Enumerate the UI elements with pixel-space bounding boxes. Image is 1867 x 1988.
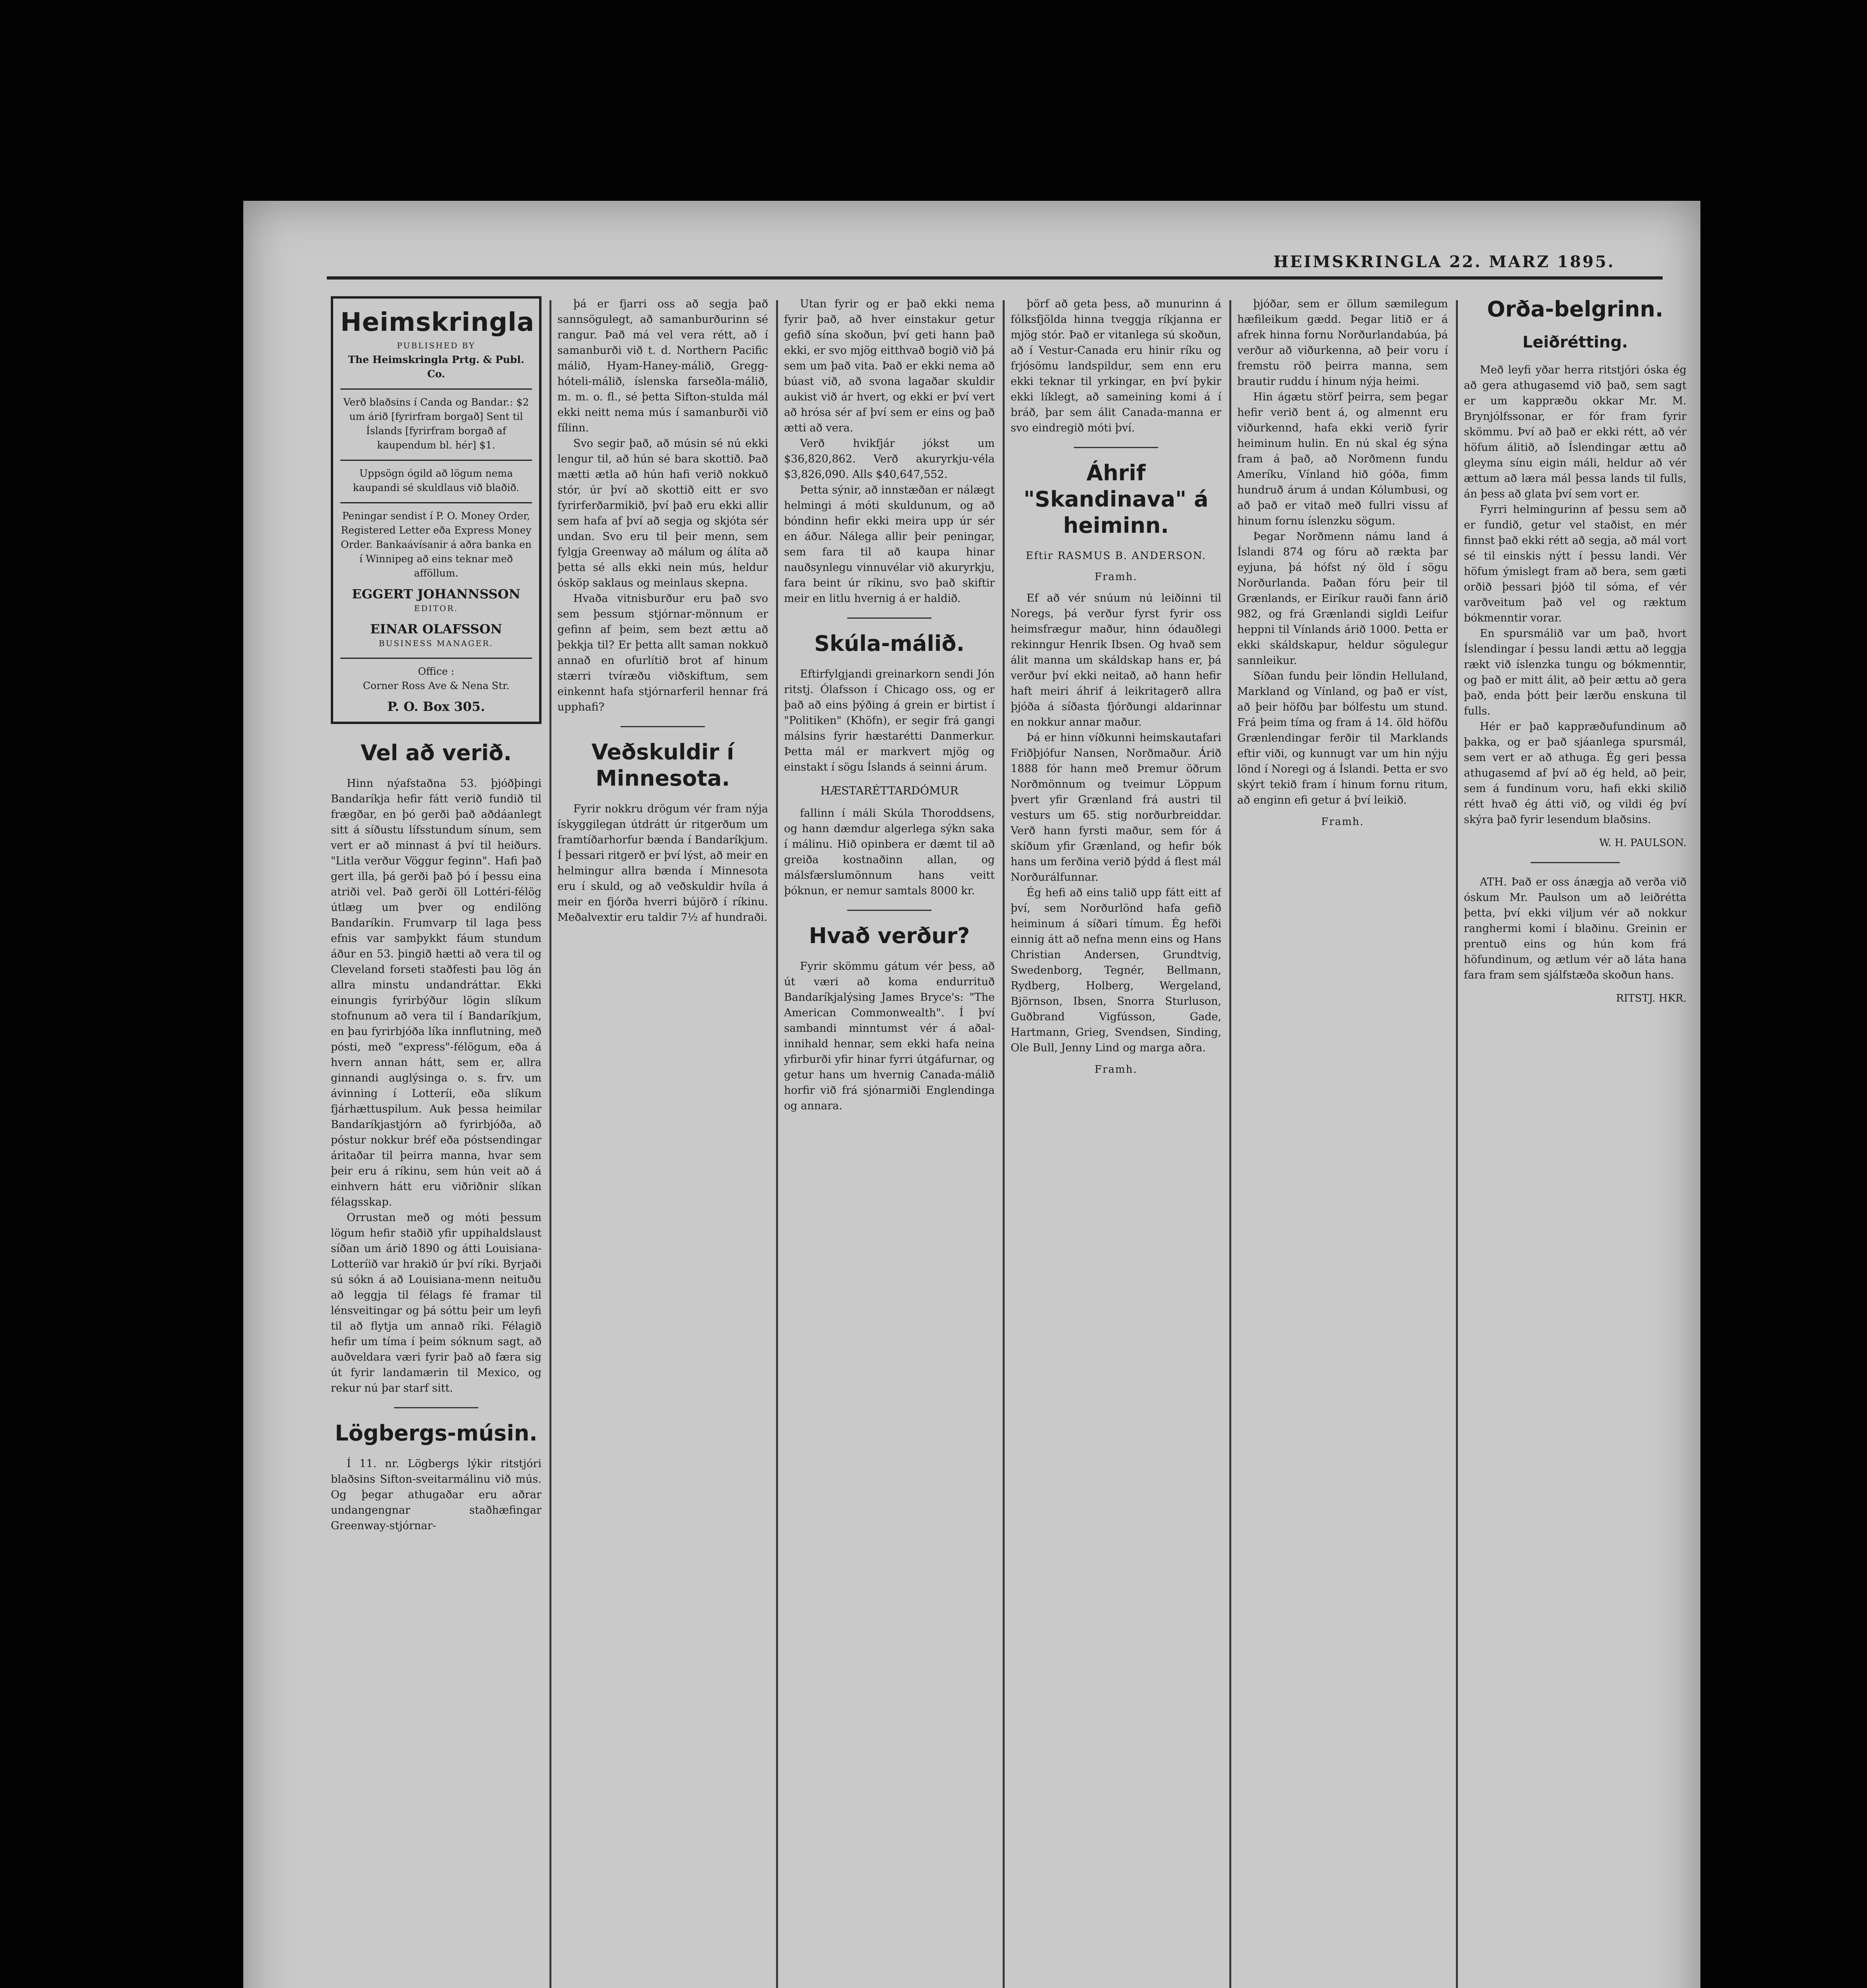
article-signature: W. H. PAULSON.: [1599, 837, 1687, 849]
column-rule: [776, 300, 778, 1988]
column-rule: [1003, 300, 1005, 1988]
divider: [621, 726, 705, 727]
masthead-manager-name: EINAR OLAFSSON: [370, 621, 502, 637]
masthead-editor-title: EDITOR.: [414, 604, 458, 613]
headline-vedskuldir: Veðskuldir í Minnesota.: [591, 740, 734, 791]
subhead-haestarettardomur: HÆSTARÉTTARDÓMUR: [820, 784, 959, 797]
headline-hvad-verdur: Hvað verður?: [809, 923, 970, 948]
article-text: Fyrir nokkru drögum vér fram nýja ískyggilegan útdrátt úr ritgerðum um framtíðarhorfur bænda í Bandaríkjum. Í þessari ritgerð er því lýst, að meir en helmingur allra bænda í Minnesota eru í skuld, og að veðskuldir hvíla á meir en fjórða hverri bújörð í ríkinu. Meðalvextir eru taldir 7½ af hundraði.: [557, 803, 768, 924]
divider: [1074, 447, 1158, 448]
article-text: Orrustan með og móti þessum lögum hefir staðið yfir uppihaldslaust síðan um árið 1890 og átti Louisiana-Lotteríið var hrakið úr því ríki. Byrjaði sú sókn á að Louisiana-menn neituðu að leggja til félags fé framar til lénsveitingar og þá sóttu þeir um leyfi til að flytja um annað ríki. Félagið hefir um tíma í þeim sóknum sagt, að auðveldara væri fyrir það að færa sig út fyrir landamærin til Mexico, og rekur nú þar starf sitt.: [331, 1211, 541, 1394]
article-text: Svo segir það, að músin sé nú ekki lengur til, að hún sé bara skottið. Það mætti ætla að hún hafi verið nokkuð stór, úr því að skottið eitt er svo fyrirferðarmikið, því það eru ekki allir sem hafa af því að segja og skjóta sér undan. Svo eru til þeir menn, sem fylgja Greenway að málum og álíta að þetta sé alls ekki nein mús, heldur ósköp saklaus og meinlaus skepna.: [557, 437, 768, 589]
column-rule: [549, 300, 551, 1988]
article-text: þörf að geta þess, að munurinn á fólksfjölda hinna tveggja ríkjanna er mjög stór. Það er vitanlega sú skoðun, að í Vestur-Canada eru hinir ríku og frjósömu landspildur, sem enn eru ekki teknar til yrkingar, en því þykir ekki líklegt, að sameining komi á í bráð, þar sem álit Canada-manna er svo eindregið móti því.: [1011, 298, 1221, 434]
article-text: Hér er það kappræðufundinum að þakka, og er það sjáanlega spursmál, sem vert er að athuga. Ég geri þessa athugasemd af því að ég held, að þeir, sem á fundinum voru, hafi ekki skilið rétt hvað ég átti við, og vildi ég því skýra það fyrir lesendum blaðsins.: [1464, 720, 1687, 826]
article-text: Hinn nýafstaðna 53. þjóðþingi Bandaríkja hefir fátt verið fundið til frægðar, en þó gerði það aðdáanlegt sitt á síðustu lífsstundum sínum, sem vert er að minnast á því til heiðurs. "Litla verður Vöggur feginn". Hafi það gert illa, þá gerði það þó í þessu eina atriði vel. Það gerði öll Lottéri-félög útlæg um þver og endilöng Bandaríkin. Frumvarp til laga þess efnis var samþykkt fáum stundum áður en 53. þingið hætti að vera til og Cleveland forseti staðfesti þau lög án allra minstu undandráttar. Ekki einungis fyrirbýður lögin slíkum stofnunum að vera til í Bandaríkjum, en þau fyrirbjóða líka innflutning, með pósti, með "express"-félögum, eða á hvern annan hátt, sem er, allra ginnandi auglýsinga o. s. frv. um ávinning í Lotteríi, eða slíkum fjárhættuspilum. Auk þessa heimilar Bandaríkjastjórn að fyrirbjóða, að póstur nokkur bréf eða póstsendingar áritaðar til þeirra manna, hvar sem þeir eru á ríkinu, sem hún veit að á einhvern hátt eru viðriðnir slíkan félagsskap.: [331, 777, 541, 1208]
headline-leidretting: Leiðrétting.: [1522, 333, 1628, 351]
masthead-manager-title: BUSINESS MANAGER.: [378, 639, 494, 648]
running-head: [327, 248, 1663, 280]
running-head-text: HEIMSKRINGLA 22. MARZ 1895.: [1273, 252, 1615, 271]
article-text: Verð hvikfjár jókst um $36,820,862. Verð akuryrkju-véla $3,826,090. Alls $40,647,552.: [784, 437, 995, 481]
divider: [847, 910, 932, 911]
headline-ahrif-skandinava: Áhrif "Skandinava" á heiminn.: [1023, 460, 1209, 538]
divider: [847, 617, 932, 619]
column-3: [784, 296, 995, 1988]
divider: [1531, 862, 1620, 863]
article-text: þá er fjarri oss að segja það sannsögulegt, að samanburðurinn sé rangur. Það má vel vera rétt, að í samanburði við t. d. Northern Pacific málið, Hyam-Haney-málið, Gregg-hóteli-málið, íslenska farseðla-málið, m. m. o. fl., sé þetta Sifton-stulda mál ekki neitt nema mús í samanburði við fílinn.: [557, 298, 768, 434]
masthead-box: [331, 296, 541, 724]
masthead-publisher: The Heimskringla Prtg. & Publ. Co.: [348, 354, 524, 380]
article-text: Hvaða vitnisburður eru það svo sem þessum stjórnar-mönnum er gefinn af þeim, sem bezt ættu að þekkja til? Er þetta allt saman nokkuð annað en ofurlítið brot af hinum stærri tvíræðu viðskiftum, sem einkennt hafa stjórnarferil hennar frá upphafi?: [557, 592, 768, 713]
article-text: Þetta sýnir, að innstæðan er nálægt helmingi á móti skuldunum, og að bóndinn hefir ekki meira upp úr sér en áður. Nálega allir þeir peningar, sem fara til að kaupa hinar nauðsynlegu vinnuvélar við akuryrkju, fara beint úr ríkinu, svo það skiftir meir en litlu hvernig á er haldið.: [784, 484, 995, 605]
masthead-published-by: PUBLISHED BY: [397, 341, 475, 350]
article-text: Eftirfylgjandi greinarkorn sendi Jón ritstj. Ólafsson í Chicago oss, og er það að eins þýðing á grein er birtist í "Politiken" (Khöfn), er segir frá gangi málsins fyrir hæstarétti Danmerkur. Þetta mál er markvert mjög og einstakt í sögu Íslands á seinni árum.: [784, 668, 995, 773]
masthead-office-address: Corner Ross Ave & Nena Str.: [363, 680, 510, 691]
masthead-office-label: Office :: [340, 658, 532, 679]
article-text: fallinn í máli Skúla Thoroddsens, og hann dæmdur algerlega sýkn saka í málinu. Hið opinbera er dæmt til að greiða kostnaðinn allan, og málsfærslumönnum hans veitt þóknun, er nemur samtals 8000 kr.: [784, 807, 995, 897]
article-continued: Framh.: [1095, 571, 1137, 583]
article-text: Fyrir skömmu gátum vér þess, að út væri að koma endurrituð Bandaríkjalýsing James Bryce's: "The American Commonwealth". Í því sambandi minntumst vér á aðal-innihald hennar, sem ekki hafa neina yfirburði yfir hinar fyrri útgáfurnar, og getur hans um hvernig Canada-málið horfir við frá sjónarmiði Englendinga og annara.: [784, 960, 995, 1112]
article-text: Síðan fundu þeir löndin Helluland, Markland og Vínland, og það er víst, að þeir höfðu þar bólfestu um stund. Frá þeim tíma og fram á 14. öld höfðu Grænlendingar ferðir til Marklands eftir viði, og kunnugt var um hin nýju lönd í Noregi og á Íslandi. Þetta er svo skýrt tekið fram í hinum fornu ritum, að enginn efi getur á því leikið.: [1237, 670, 1448, 806]
masthead-po-box: P. O. Box 305.: [387, 699, 485, 714]
article-text: Ég hefi að eins talið upp fátt eitt af því, sem Norðurlönd hafa gefið heiminum á síðari tímum. Ég hefði einnig átt að nefna menn eins og Hans Christian Andersen, Grundtvig, Swedenborg, Tegnér, Bellmann, Rydberg, Holberg, Wergeland, Björnson, Ibsen, Snorra Sturluson, Guðbrand Vigfússon, Gade, Hartmann, Grieg, Svendsen, Sinding, Ole Bull, Jenny Lind og marga aðra.: [1011, 887, 1221, 1054]
headline-logbergs-musin: Lögbergs-músin.: [335, 1421, 538, 1446]
article-text: þjóðar, sem er öllum sæmilegum hæfileikum gædd. Þegar litið er á afrek hinna fornu Norðurlandabúa, þá verður að viðurkenna, að þeir voru í fremstu röð þeirra manna, sem brautir ruddu í hinum nýja heimi.: [1237, 298, 1448, 388]
article-text: Þegar Norðmenn námu land á Íslandi 874 og fóru að rækta þar eyjuna, þá hófst ný öld í sögu Norðurlanda. Þaðan fóru þeir til Grænlands, er Eiríkur rauði fann árið 982, og frá Grænlandi sigldi Leifur heppni til Vínlands árið 1000. Þetta er ekki skáldskapur, heldur sögulegur sannleikur.: [1237, 530, 1448, 667]
column-2: [557, 296, 768, 1988]
headline-orda-belgrinn: Orða-belgrinn.: [1487, 297, 1663, 322]
headline-vel-ad-verid: Vel að verið.: [361, 740, 512, 765]
article-text: Ef að vér snúum nú leiðinni til Noregs, þá verður fyrst fyrir oss heimsfrægur maður, hinn ódauðlegi rekinngur Henrik Ibsen. Og hvað sem álit manna um skáldskap hans er, þá verður því ekki neitað, að hann hefir haft meiri áhrif á leikritagerð allra þjóða á síðasta fjórðungi aldarinnar en nokkur annar maður.: [1011, 592, 1221, 728]
column-1: [331, 296, 541, 1988]
column-6: [1464, 296, 1687, 1988]
article-text: Með leyfi yðar herra ritstjóri óska ég að gera athugasemd við það, sem sagt er um kappræðu okkar Mr. M. Brynjólfssonar, er fór fram fyrir skömmu. Því að það er ekki rétt, að vér höfum álitið, að Íslendingar ættu að gleyma sínu eigin máli, heldur að vér ættum að læra mál þessa lands til fulls, án þess að glata því sem vort er.: [1464, 364, 1687, 500]
article-text: Í 11. nr. Lögbergs lýkir ritstjóri blaðsins Sifton-sveitarmálinu við mús. Og þegar athugaðar eru aðrar undangengnar staðhæfingar Greenway-stjórnar-: [331, 1458, 541, 1532]
headline-skula-malid: Skúla-málið.: [814, 631, 965, 656]
article-author: Eftir RASMUS B. ANDERSON.: [1026, 550, 1206, 562]
newspaper-page: [243, 201, 1700, 1988]
masthead-subscription: Verð blaðsins í Canda og Bandar.: $2 um árið [fyrirfram borgað] Sent til Íslands [fyrirfram borgað af kaupendum bl. hér] $1.: [340, 388, 532, 452]
column-5: [1237, 296, 1448, 1988]
masthead-cancellation: Uppsögn ógild að lögum nema kaupandi sé skuldlaus við blaðið.: [340, 460, 532, 495]
article-continued: Framh.: [1095, 1064, 1137, 1076]
article-text: Þá er hinn víðkunni heimskautafari Friðþjófur Nansen, Norðmaður. Árið 1888 fór hann með Þremur öðrum Norðmönnum og tveimur Löppum þvert yfir Grænland frá austri til vesturs um 65. stig norðurbreiddar. Verð hann fyrsti maður, sem fór á skíðum yfir Grænland, og hefir bók hans um ferðina verið þýdd á flest mál Norðurálfunnar.: [1011, 732, 1221, 883]
article-text: Fyrri helmingurinn af þessu sem að er fundið, getur vel staðist, en mér finnst það ekki rétt að segja, að mál vort sé til einskis nýtt í þessu landi. Vér höfum ýmislegt fram að bera, sem gæti orðið þessari þjóð til sóma, ef vér varðveitum það vel og ræktum bókmenntir vorar.: [1464, 503, 1687, 624]
article-text: En spursmálið var um það, hvort Íslendingar í þessu landi ættu að leggja rækt við íslenzka tungu og bókmenntir, og það er mitt álit, að þeir ættu að gera það, enda þótt þeir lærðu enskuna til fulls.: [1464, 627, 1687, 717]
article-continued: Framh.: [1321, 816, 1364, 828]
column-rule: [1229, 300, 1231, 1988]
editor-signature: RITSTJ. HKR.: [1616, 992, 1687, 1004]
article-text: Hin ágætu störf þeirra, sem þegar hefir verið bent á, og almennt eru viðurkennd, hafa ekki verið fyrir heiminum hulin. En nú skal ég sýna fram á það, að Norðmenn fundu Ameríku, Vínland hið góða, fimm hundruð árum á undan Kólumbusi, og að það er vitað með fullri vissu af hinum fornu íslenzku sögum.: [1237, 391, 1448, 527]
article-text: ATH. Það er oss ánægja að verða við óskum Mr. Paulson um að leiðrétta þetta, því ekki viljum vér að nokkur ranghermi komi í blaðinu. Greinin er prentuð eins og hún kom frá höfundinum, og ætlum vér að láta hana fara fram sem sjálfstæða skoðun hans.: [1464, 876, 1687, 981]
divider: [394, 1407, 478, 1408]
masthead-editor-name: EGGERT JOHANNSSON: [352, 586, 520, 602]
article-text: Utan fyrir og er það ekki nema fyrir það, að hver einstakur getur gefið sína skoðun, því geti hann það ekki, er svo mjög eitthvað bogið við þá sem um það vita. Það er ekki nema að búast við, að svona lagaðar skuldir aukist við ár hvert, og ekki er því vert að hrósa sér af því sem er eins og það ætti að vera.: [784, 298, 995, 434]
column-rule: [1456, 300, 1458, 1988]
masthead-title: Heimskringla: [340, 308, 535, 337]
masthead-payment: Peningar sendist í P. O. Money Order, Registered Letter eða Express Money Order. Bankaávísanir á aðra banka en í Winnipeg að eins teknar með afföllum.: [340, 502, 532, 580]
column-4: [1011, 296, 1221, 1988]
